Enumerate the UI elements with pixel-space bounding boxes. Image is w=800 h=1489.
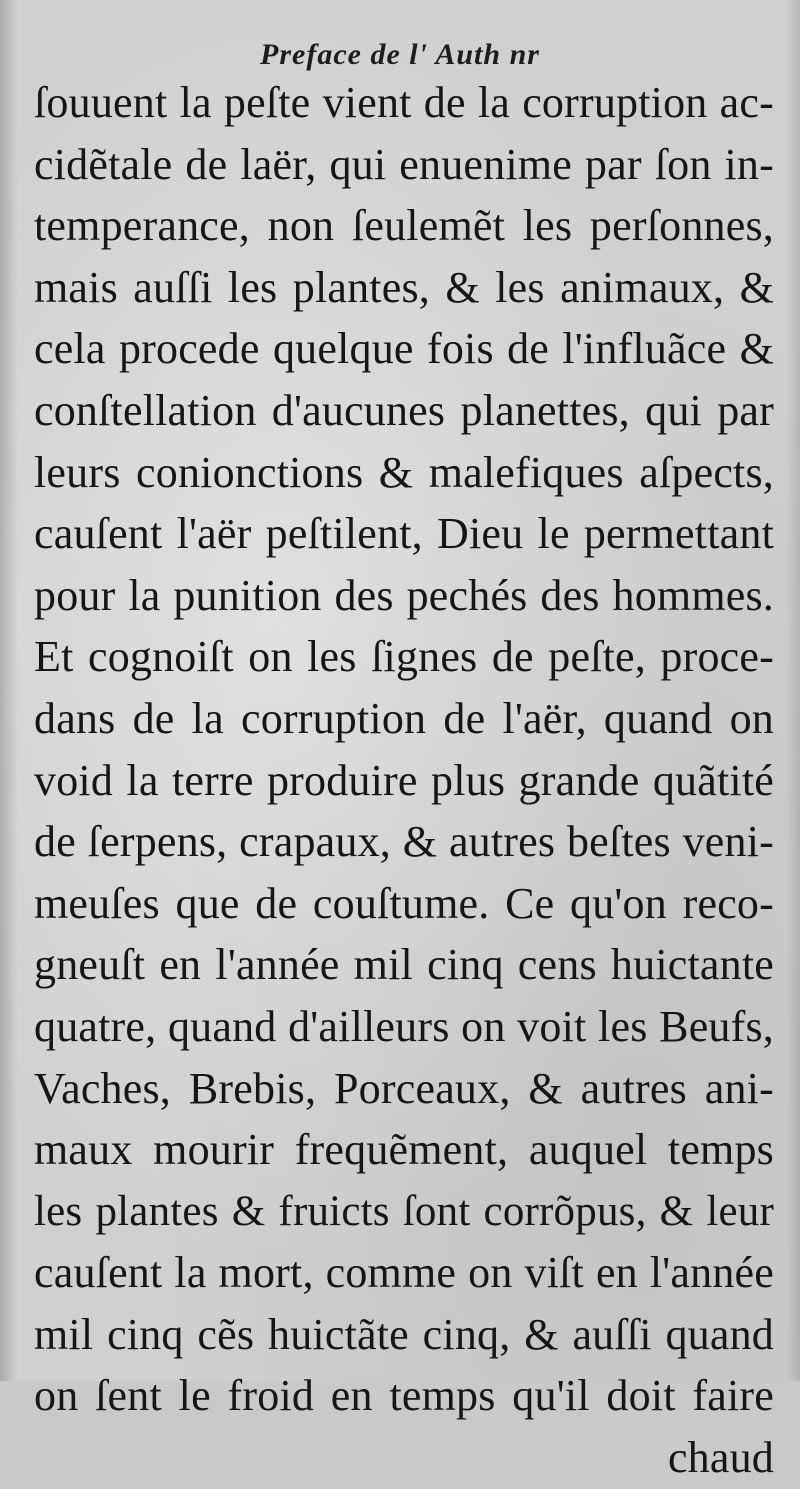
text-line: leurs conionctions & malefiques aſpects, <box>34 447 774 497</box>
text-line: cauſent l'aër peſtilent, Dieu le permettant <box>34 509 774 559</box>
text-line: cidẽtale de laër, qui enuenime par ſon in- <box>34 139 774 189</box>
text-line: cela procede quelque fois de l'influãce & <box>34 324 774 374</box>
text-line: Vaches, Brebis, Porceaux, & autres ani- <box>34 1063 774 1113</box>
page-edge-shadow-left <box>0 0 18 1381</box>
text-line: dans de la corruption de l'aër, quand on <box>34 693 774 743</box>
page-edge-shadow-right <box>786 0 800 1381</box>
text-line: pour la punition des pechés des hommes. <box>34 570 774 620</box>
text-line: les plantes & fruicts ſont corrõpus, & leur <box>34 1187 774 1235</box>
text-line: mais auſſi les plantes, & les animaux, & <box>34 262 774 312</box>
text-line: de ſerpens, crapaux, & autres beſtes veni- <box>34 817 774 867</box>
text-line: gneuſt en l'année mil cinq cens huictante <box>34 940 774 990</box>
running-head: Preface de l' Auth nr <box>260 38 540 71</box>
text-line: Et cognoiſt on les ſignes de peſte, proce- <box>34 632 774 682</box>
text-line: cauſent la mort, comme on viſt en l'année <box>34 1248 774 1298</box>
text-line: void la terre produire plus grande quãtité <box>34 755 774 805</box>
catchword: chaud <box>667 1433 774 1483</box>
body-text <box>34 72 774 1489</box>
text-line: temperance, non ſeulemẽt les perſonnes, <box>34 201 774 251</box>
text-line: ſouuent la peſte vient de la corruption ac- <box>34 78 774 127</box>
text-line: mil cinq cẽs huictãte cinq, & auſſi quand <box>34 1309 774 1359</box>
text-line: conſtellation d'aucunes planettes, qui par <box>34 385 774 435</box>
text-line: meuſes que de couſtume. Ce qu'on reco- <box>34 878 774 928</box>
text-line: quatre, quand d'ailleurs on voit les Beufs, <box>34 1001 774 1051</box>
text-line: on ſent le froid en temps qu'il doit faire <box>34 1371 774 1421</box>
text-line: maux mourir frequẽment, auquel temps <box>34 1125 774 1175</box>
